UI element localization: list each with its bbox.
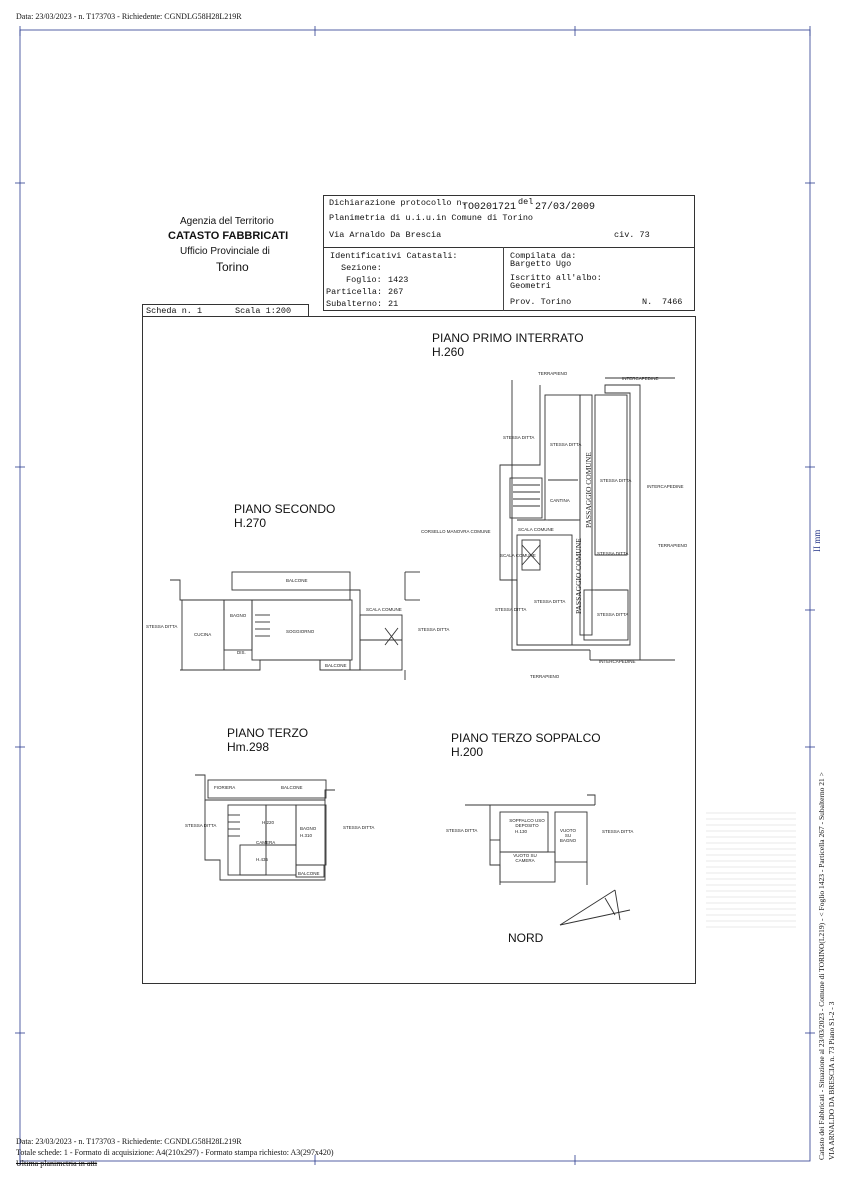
label-h220: H.220 [262, 820, 275, 825]
albo-value: Geometri [510, 281, 551, 291]
label-stessa-ditta-2: STESSA DITTA [550, 442, 582, 447]
plan-secondo-title: PIANO SECONDO [234, 502, 336, 516]
side-address-line: VIA ARNALDO DA BRESCIA n. 73 Piano S1-2 - 3 [827, 1001, 836, 1160]
label-stessa-ditta-soppalco-right: STESSA DITTA [602, 829, 634, 834]
plan-soppalco-height: H.200 [451, 745, 484, 759]
protocol-label: Dichiarazione protocollo n. [329, 198, 467, 208]
plan-terzo-title: PIANO TERZO [227, 726, 309, 740]
n-value: 7466 [662, 297, 683, 307]
label-stessa-ditta-soppalco-left: STESSA DITTA [446, 828, 478, 833]
label-passaggio-comune-2: PASSAGGIO COMUNE [574, 538, 583, 614]
compiler-name: Bargetto Ugo [510, 259, 572, 269]
foglio-value: 1423 [388, 275, 409, 285]
label-camera: CAMERA [256, 840, 276, 845]
footer-line-1: Data: 23/03/2023 - n. T173703 - Richiedente: CGNDLG58H28L219R [16, 1137, 242, 1146]
label-terrapieno-top: TERRAPIENO [538, 371, 568, 376]
scale-label: Scala 1:200 [235, 306, 292, 316]
label-h435: H.435 [256, 857, 269, 862]
n-label: N. [642, 297, 653, 307]
label-stessa-ditta-secondo-left: STESSA DITTA [146, 624, 178, 629]
drawing-area [142, 316, 696, 984]
address-line: Via Arnaldo Da Brescia [329, 230, 442, 240]
label-scala-comune-1: SCALA COMUNE [518, 527, 554, 532]
ufficio-provinciale: Ufficio Provinciale di [180, 246, 270, 257]
agency-name: Agenzia del Territorio [180, 216, 274, 227]
albo-label: Iscritto all'albo: [510, 273, 602, 283]
label-vuoto-camera: VUOTO SU CAMERA [513, 853, 537, 863]
date-label: del [518, 197, 534, 207]
sezione-label: Sezione: [341, 263, 382, 273]
planimetry-line: Planimetria di u.i.u.in Comune di Torino [329, 213, 534, 223]
civic-number: civ. 73 [614, 230, 650, 240]
scheda-number: Scheda n. 1 [146, 306, 203, 316]
subalterno-value: 21 [388, 299, 399, 309]
footer-line-2: Totale schede: 1 - Formato di acquisizione: A4(210x297) - Formato stampa richiesto: A3(297x420) [16, 1148, 334, 1157]
footer-line-3: Ultima planimetria in atti [16, 1159, 98, 1168]
plan-soppalco-title: PIANO TERZO SOPPALCO [451, 731, 601, 745]
foglio-label: Foglio: [346, 275, 382, 285]
label-intercapedine-right: INTERCAPEDINE [647, 484, 684, 489]
label-soggiorno: SOGGIORNO [286, 629, 315, 634]
label-stessa-ditta-terzo-right: STESSA DITTA [343, 825, 375, 830]
subalterno-label: Subalterno: [326, 299, 383, 309]
label-cantina: CANTINA [550, 498, 570, 503]
scan-artifact [706, 808, 796, 928]
label-balcone-terzo-top: BALCONE [281, 785, 303, 790]
catasto-fabbricati: CATASTO FABBRICATI [168, 230, 289, 242]
compiler-label: Compilata da: [510, 251, 577, 261]
label-stessa-ditta-4: STESSA DITTA [597, 551, 629, 556]
label-bagno-secondo: BAGNO [230, 613, 247, 618]
label-h130: H.130 [515, 829, 528, 834]
north-label: NORD [508, 931, 544, 945]
label-terrapieno-bottom: TERRAPIENO [530, 674, 560, 679]
province-label: Prov. Torino [510, 297, 572, 307]
label-bagno-terzo: BAGNO [300, 826, 317, 831]
identifiers-title: Identificativi Catastali: [330, 251, 458, 261]
label-scala-comune-2: SCALA COMUNE [500, 553, 536, 558]
label-h310: H.310 [300, 833, 313, 838]
side-catasto-line: Catasto dei Fabbricati - Situazione al 23/03/2023 - Comune di TORINO(L219) - < Foglio 1423 - Particella 267 - Subalterno 21 > [817, 772, 826, 1160]
label-scala-comune-secondo: SCALA COMUNE [366, 607, 402, 612]
particella-value: 267 [388, 287, 404, 297]
label-stessa-ditta-7: STESSA DITTA [597, 612, 629, 617]
declaration-date: 27/03/2009 [535, 202, 596, 213]
label-intercapedine-bottom: INTERCAPEDINE [599, 659, 636, 664]
label-corsello: CORSELLO MANOVRA COMUNE [421, 529, 491, 534]
label-dis: DIS. [237, 650, 246, 655]
label-stessa-ditta-5: STESSA DITTA [534, 599, 566, 604]
city-name: Torino [216, 260, 249, 274]
label-stessa-ditta-6: STESSA DITTA [495, 607, 527, 612]
label-cucina: CUCINA [194, 632, 212, 637]
plan-interrato-title: PIANO PRIMO INTERRATO [432, 331, 584, 345]
label-intercapedine-top: INTERCAPEDINE [622, 376, 659, 381]
label-stessa-ditta-secondo-right: STESSA DITTA [418, 627, 450, 632]
label-vuoto-bagno: VUOTO SU BAGNO [559, 828, 577, 843]
label-stessa-ditta-3: STESSA DITTA [600, 478, 632, 483]
label-passaggio-comune-1: PASSAGGIO COMUNE [584, 452, 593, 528]
plan-terzo-height: Hm.298 [227, 740, 270, 754]
particella-label: Particella: [326, 287, 383, 297]
protocol-number: TO0201721 [462, 202, 517, 213]
side-mark: II mm [812, 529, 822, 552]
label-balcone-secondo-top: BALCONE [286, 578, 308, 583]
label-soppalco-deposito: SOPPALCO USO DEPOSITO [509, 818, 545, 828]
label-stessa-ditta-terzo-left: STESSA DITTA [185, 823, 217, 828]
label-stessa-ditta-1: STESSA DITTA [503, 435, 535, 440]
header-line: Data: 23/03/2023 - n. T173703 - Richiedente: CGNDLG58H28L219R [16, 12, 242, 21]
label-fioriera: FIORIERA [214, 785, 236, 790]
label-balcone-terzo-bottom: BALCONE [298, 871, 320, 876]
plan-secondo-height: H.270 [234, 516, 267, 530]
label-balcone-secondo-bottom: BALCONE [325, 663, 347, 668]
plan-interrato-height: H.260 [432, 345, 465, 359]
label-terrapieno-right: TERRAPIENO [658, 543, 688, 548]
